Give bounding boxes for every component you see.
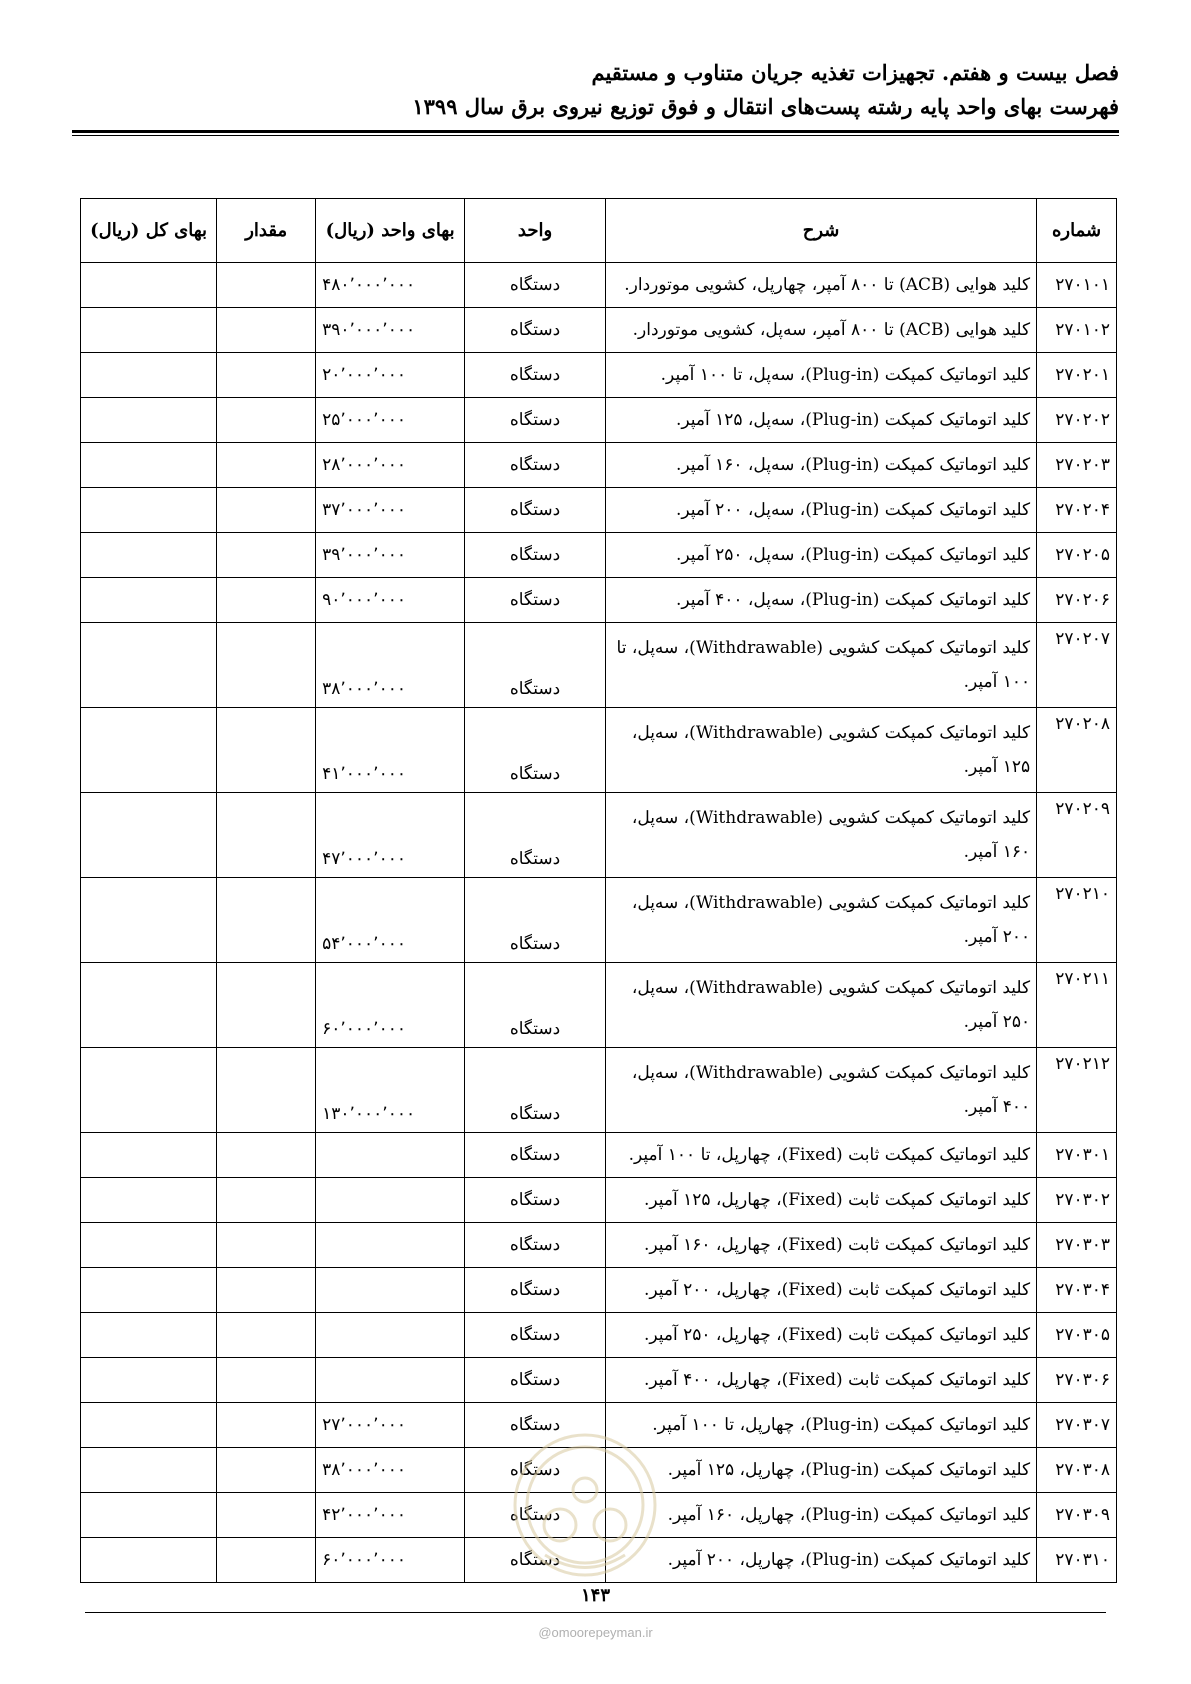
- item-description: کلید اتوماتیک کمپکت ثابت (Fixed)، چهارپل، ۲۰۰ آمپر.: [605, 1268, 1036, 1313]
- item-unit-price: ۳۸٬۰۰۰٬۰۰۰: [316, 623, 465, 708]
- table-row: [81, 533, 1117, 578]
- watermark-url: @omoorepeyman.ir: [538, 1625, 653, 1640]
- item-unit-price: ۶۰٬۰۰۰٬۰۰۰: [316, 1538, 465, 1583]
- item-unit: دستگاه: [465, 1313, 606, 1358]
- item-unit-price: ۴۷٬۰۰۰٬۰۰۰: [316, 793, 465, 878]
- item-unit: دستگاه: [465, 1493, 606, 1538]
- item-total-price: [81, 1403, 217, 1448]
- item-total-price: [81, 1538, 217, 1583]
- item-unit: دستگاه: [465, 578, 606, 623]
- item-number: ۲۷۰۲۰۵: [1037, 533, 1117, 578]
- item-quantity: [217, 308, 316, 353]
- item-unit-price: ۳۸٬۰۰۰٬۰۰۰: [316, 1448, 465, 1493]
- item-description: کلید اتوماتیک کمپکت کشویی (Withdrawable)، سه‌پل، ۱۶۰ آمپر.: [605, 793, 1036, 878]
- item-unit-price: ۲۰٬۰۰۰٬۰۰۰: [316, 353, 465, 398]
- table-row: [81, 1493, 1117, 1538]
- item-unit-price: ۴۱٬۰۰۰٬۰۰۰: [316, 708, 465, 793]
- item-number: ۲۷۰۳۰۵: [1037, 1313, 1117, 1358]
- item-number: ۲۷۰۳۰۸: [1037, 1448, 1117, 1493]
- item-unit: دستگاه: [465, 263, 606, 308]
- item-quantity: [217, 1178, 316, 1223]
- footer-rule: [85, 1612, 1106, 1613]
- item-unit-price: ۱۳۰٬۰۰۰٬۰۰۰: [316, 1048, 465, 1133]
- table-row: [81, 708, 1117, 793]
- page-number: ۱۴۳: [580, 1585, 610, 1606]
- item-quantity: [217, 1223, 316, 1268]
- column-header-unit-price: بهای واحد (ریال): [316, 199, 465, 263]
- item-number: ۲۷۰۳۰۱: [1037, 1133, 1117, 1178]
- item-number: ۲۷۰۲۰۴: [1037, 488, 1117, 533]
- item-unit-price: ۴۸۰٬۰۰۰٬۰۰۰: [316, 263, 465, 308]
- item-total-price: [81, 443, 217, 488]
- item-number: ۲۷۰۲۰۷: [1037, 623, 1117, 708]
- item-number: ۲۷۰۳۱۰: [1037, 1538, 1117, 1583]
- table-row: [81, 488, 1117, 533]
- item-quantity: [217, 1358, 316, 1403]
- item-total-price: [81, 1268, 217, 1313]
- table-row: [81, 878, 1117, 963]
- item-number: ۲۷۰۲۰۲: [1037, 398, 1117, 443]
- table-row: [81, 1313, 1117, 1358]
- item-unit: دستگاه: [465, 1133, 606, 1178]
- item-quantity: [217, 793, 316, 878]
- item-number: ۲۷۰۳۰۹: [1037, 1493, 1117, 1538]
- item-unit: دستگاه: [465, 623, 606, 708]
- item-unit-price: [316, 1133, 465, 1178]
- item-quantity: [217, 1403, 316, 1448]
- table-row: [81, 578, 1117, 623]
- item-description: کلید اتوماتیک کمپکت (Plug-in)، سه‌پل، ۱۲۵ آمپر.: [605, 398, 1036, 443]
- table-row: [81, 1268, 1117, 1313]
- item-unit: دستگاه: [465, 1358, 606, 1403]
- item-unit-price: ۵۴٬۰۰۰٬۰۰۰: [316, 878, 465, 963]
- item-unit-price: [316, 1358, 465, 1403]
- item-unit: دستگاه: [465, 398, 606, 443]
- item-description: کلید اتوماتیک کمپکت ثابت (Fixed)، چهارپل، ۲۵۰ آمپر.: [605, 1313, 1036, 1358]
- item-unit-price: [316, 1268, 465, 1313]
- column-header-description: شرح: [605, 199, 1036, 263]
- table-row: [81, 263, 1117, 308]
- item-description: کلید اتوماتیک کمپکت (Plug-in)، چهارپل، ۲۰۰ آمپر.: [605, 1538, 1036, 1583]
- item-number: ۲۷۰۲۱۰: [1037, 878, 1117, 963]
- header-rule-thick: [72, 130, 1119, 133]
- item-quantity: [217, 963, 316, 1048]
- item-total-price: [81, 1223, 217, 1268]
- item-unit: دستگاه: [465, 533, 606, 578]
- item-total-price: [81, 1358, 217, 1403]
- item-total-price: [81, 578, 217, 623]
- item-unit-price: [316, 1178, 465, 1223]
- item-quantity: [217, 1448, 316, 1493]
- item-unit: دستگاه: [465, 308, 606, 353]
- header-rule-thin: [72, 135, 1119, 136]
- item-unit-price: [316, 1313, 465, 1358]
- item-number: ۲۷۰۲۰۶: [1037, 578, 1117, 623]
- item-number: ۲۷۰۳۰۳: [1037, 1223, 1117, 1268]
- item-unit-price: ۳۷٬۰۰۰٬۰۰۰: [316, 488, 465, 533]
- table-header-row: [81, 199, 1117, 263]
- table-row: [81, 1223, 1117, 1268]
- item-number: ۲۷۰۳۰۴: [1037, 1268, 1117, 1313]
- item-quantity: [217, 1313, 316, 1358]
- item-quantity: [217, 708, 316, 793]
- item-unit: دستگاه: [465, 1538, 606, 1583]
- item-unit-price: ۲۸٬۰۰۰٬۰۰۰: [316, 443, 465, 488]
- item-description: کلید اتوماتیک کمپکت ثابت (Fixed)، چهارپل، ۱۲۵ آمپر.: [605, 1178, 1036, 1223]
- item-quantity: [217, 443, 316, 488]
- item-quantity: [217, 1538, 316, 1583]
- item-description: کلید اتوماتیک کمپکت (Plug-in)، سه‌پل، ۲۵۰ آمپر.: [605, 533, 1036, 578]
- table-row: [81, 353, 1117, 398]
- item-unit-price: [316, 1223, 465, 1268]
- item-unit: دستگاه: [465, 1223, 606, 1268]
- item-unit: دستگاه: [465, 793, 606, 878]
- item-unit-price: ۶۰٬۰۰۰٬۰۰۰: [316, 963, 465, 1048]
- item-description: کلید اتوماتیک کمپکت (Plug-in)، سه‌پل، ۴۰۰ آمپر.: [605, 578, 1036, 623]
- document-title: فهرست بهای واحد پایه رشته پست‌های انتقال و فوق توزیع نیروی برق سال ۱۳۹۹: [412, 94, 1119, 119]
- item-quantity: [217, 398, 316, 443]
- item-quantity: [217, 263, 316, 308]
- item-description: کلید اتوماتیک کمپکت کشویی (Withdrawable)، سه‌پل، ۱۲۵ آمپر.: [605, 708, 1036, 793]
- item-description: کلید اتوماتیک کمپکت (Plug-in)، سه‌پل، تا ۱۰۰ آمپر.: [605, 353, 1036, 398]
- table-row: [81, 1448, 1117, 1493]
- item-total-price: [81, 488, 217, 533]
- table-row: [81, 1538, 1117, 1583]
- item-unit: دستگاه: [465, 443, 606, 488]
- item-number: ۲۷۰۲۰۹: [1037, 793, 1117, 878]
- item-number: ۲۷۰۲۱۱: [1037, 963, 1117, 1048]
- item-total-price: [81, 308, 217, 353]
- item-quantity: [217, 1133, 316, 1178]
- item-total-price: [81, 1313, 217, 1358]
- table-row: [81, 1178, 1117, 1223]
- table-row: [81, 623, 1117, 708]
- item-total-price: [81, 623, 217, 708]
- column-header-quantity: مقدار: [217, 199, 316, 263]
- item-unit: دستگاه: [465, 353, 606, 398]
- table-row: [81, 1403, 1117, 1448]
- item-total-price: [81, 708, 217, 793]
- column-header-number: شماره: [1037, 199, 1117, 263]
- item-quantity: [217, 1493, 316, 1538]
- item-total-price: [81, 793, 217, 878]
- item-quantity: [217, 878, 316, 963]
- item-total-price: [81, 1048, 217, 1133]
- item-description: کلید اتوماتیک کمپکت کشویی (Withdrawable)، سه‌پل، تا ۱۰۰ آمپر.: [605, 623, 1036, 708]
- item-description: کلید اتوماتیک کمپکت (Plug-in)، چهارپل، ۱۶۰ آمپر.: [605, 1493, 1036, 1538]
- item-description: کلید اتوماتیک کمپکت ثابت (Fixed)، چهارپل، ۱۶۰ آمپر.: [605, 1223, 1036, 1268]
- item-number: ۲۷۰۲۰۸: [1037, 708, 1117, 793]
- item-quantity: [217, 578, 316, 623]
- item-total-price: [81, 1493, 217, 1538]
- item-total-price: [81, 533, 217, 578]
- item-unit: دستگاه: [465, 878, 606, 963]
- item-description: کلید اتوماتیک کمپکت کشویی (Withdrawable)، سه‌پل، ۴۰۰ آمپر.: [605, 1048, 1036, 1133]
- item-description: کلید اتوماتیک کمپکت ثابت (Fixed)، چهارپل، تا ۱۰۰ آمپر.: [605, 1133, 1036, 1178]
- item-total-price: [81, 263, 217, 308]
- item-quantity: [217, 1268, 316, 1313]
- price-table: [80, 198, 1117, 1583]
- column-header-unit: واحد: [465, 199, 606, 263]
- item-description: کلید اتوماتیک کمپکت (Plug-in)، سه‌پل، ۱۶۰ آمپر.: [605, 443, 1036, 488]
- item-total-price: [81, 1448, 217, 1493]
- table-row: [81, 443, 1117, 488]
- item-number: ۲۷۰۳۰۶: [1037, 1358, 1117, 1403]
- item-total-price: [81, 1133, 217, 1178]
- item-number: ۲۷۰۱۰۱: [1037, 263, 1117, 308]
- item-description: کلید اتوماتیک کمپکت (Plug-in)، چهارپل، ۱۲۵ آمپر.: [605, 1448, 1036, 1493]
- item-description: کلید اتوماتیک کمپکت (Plug-in)، سه‌پل، ۲۰۰ آمپر.: [605, 488, 1036, 533]
- item-number: ۲۷۰۳۰۲: [1037, 1178, 1117, 1223]
- chapter-title: فصل بیست و هفتم. تجهیزات تغذیه جریان متناوب و مستقیم: [591, 60, 1119, 85]
- item-quantity: [217, 353, 316, 398]
- item-description: کلید اتوماتیک کمپکت (Plug-in)، چهارپل، تا ۱۰۰ آمپر.: [605, 1403, 1036, 1448]
- item-unit: دستگاه: [465, 1268, 606, 1313]
- item-unit-price: ۹۰٬۰۰۰٬۰۰۰: [316, 578, 465, 623]
- item-number: ۲۷۰۱۰۲: [1037, 308, 1117, 353]
- item-description: کلید اتوماتیک کمپکت کشویی (Withdrawable)، سه‌پل، ۲۰۰ آمپر.: [605, 878, 1036, 963]
- table-row: [81, 398, 1117, 443]
- table-row: [81, 963, 1117, 1048]
- item-quantity: [217, 1048, 316, 1133]
- item-unit-price: ۲۷٬۰۰۰٬۰۰۰: [316, 1403, 465, 1448]
- item-quantity: [217, 533, 316, 578]
- item-unit-price: ۴۲٬۰۰۰٬۰۰۰: [316, 1493, 465, 1538]
- item-total-price: [81, 1178, 217, 1223]
- item-description: کلید هوایی (ACB) تا ۸۰۰ آمپر، سه‌پل، کشویی موتوردار.: [605, 308, 1036, 353]
- page-header: [69, 56, 1119, 124]
- item-total-price: [81, 353, 217, 398]
- item-unit: دستگاه: [465, 1403, 606, 1448]
- item-unit: دستگاه: [465, 963, 606, 1048]
- table-row: [81, 1133, 1117, 1178]
- item-quantity: [217, 488, 316, 533]
- table-row: [81, 793, 1117, 878]
- item-unit: دستگاه: [465, 708, 606, 793]
- item-unit: دستگاه: [465, 1448, 606, 1493]
- item-unit-price: ۳۹٬۰۰۰٬۰۰۰: [316, 533, 465, 578]
- item-unit: دستگاه: [465, 1178, 606, 1223]
- item-number: ۲۷۰۳۰۷: [1037, 1403, 1117, 1448]
- item-description: کلید اتوماتیک کمپکت کشویی (Withdrawable)، سه‌پل، ۲۵۰ آمپر.: [605, 963, 1036, 1048]
- item-unit-price: ۲۵٬۰۰۰٬۰۰۰: [316, 398, 465, 443]
- item-total-price: [81, 963, 217, 1048]
- table-row: [81, 1358, 1117, 1403]
- item-description: کلید اتوماتیک کمپکت ثابت (Fixed)، چهارپل، ۴۰۰ آمپر.: [605, 1358, 1036, 1403]
- column-header-total-price: بهای کل (ریال): [81, 199, 217, 263]
- item-number: ۲۷۰۲۱۲: [1037, 1048, 1117, 1133]
- item-quantity: [217, 623, 316, 708]
- item-unit-price: ۳۹۰٬۰۰۰٬۰۰۰: [316, 308, 465, 353]
- item-number: ۲۷۰۲۰۱: [1037, 353, 1117, 398]
- item-unit: دستگاه: [465, 1048, 606, 1133]
- item-total-price: [81, 398, 217, 443]
- item-unit: دستگاه: [465, 488, 606, 533]
- table-row: [81, 1048, 1117, 1133]
- item-description: کلید هوایی (ACB) تا ۸۰۰ آمپر، چهارپل، کشویی موتوردار.: [605, 263, 1036, 308]
- table-row: [81, 308, 1117, 353]
- item-total-price: [81, 878, 217, 963]
- item-number: ۲۷۰۲۰۳: [1037, 443, 1117, 488]
